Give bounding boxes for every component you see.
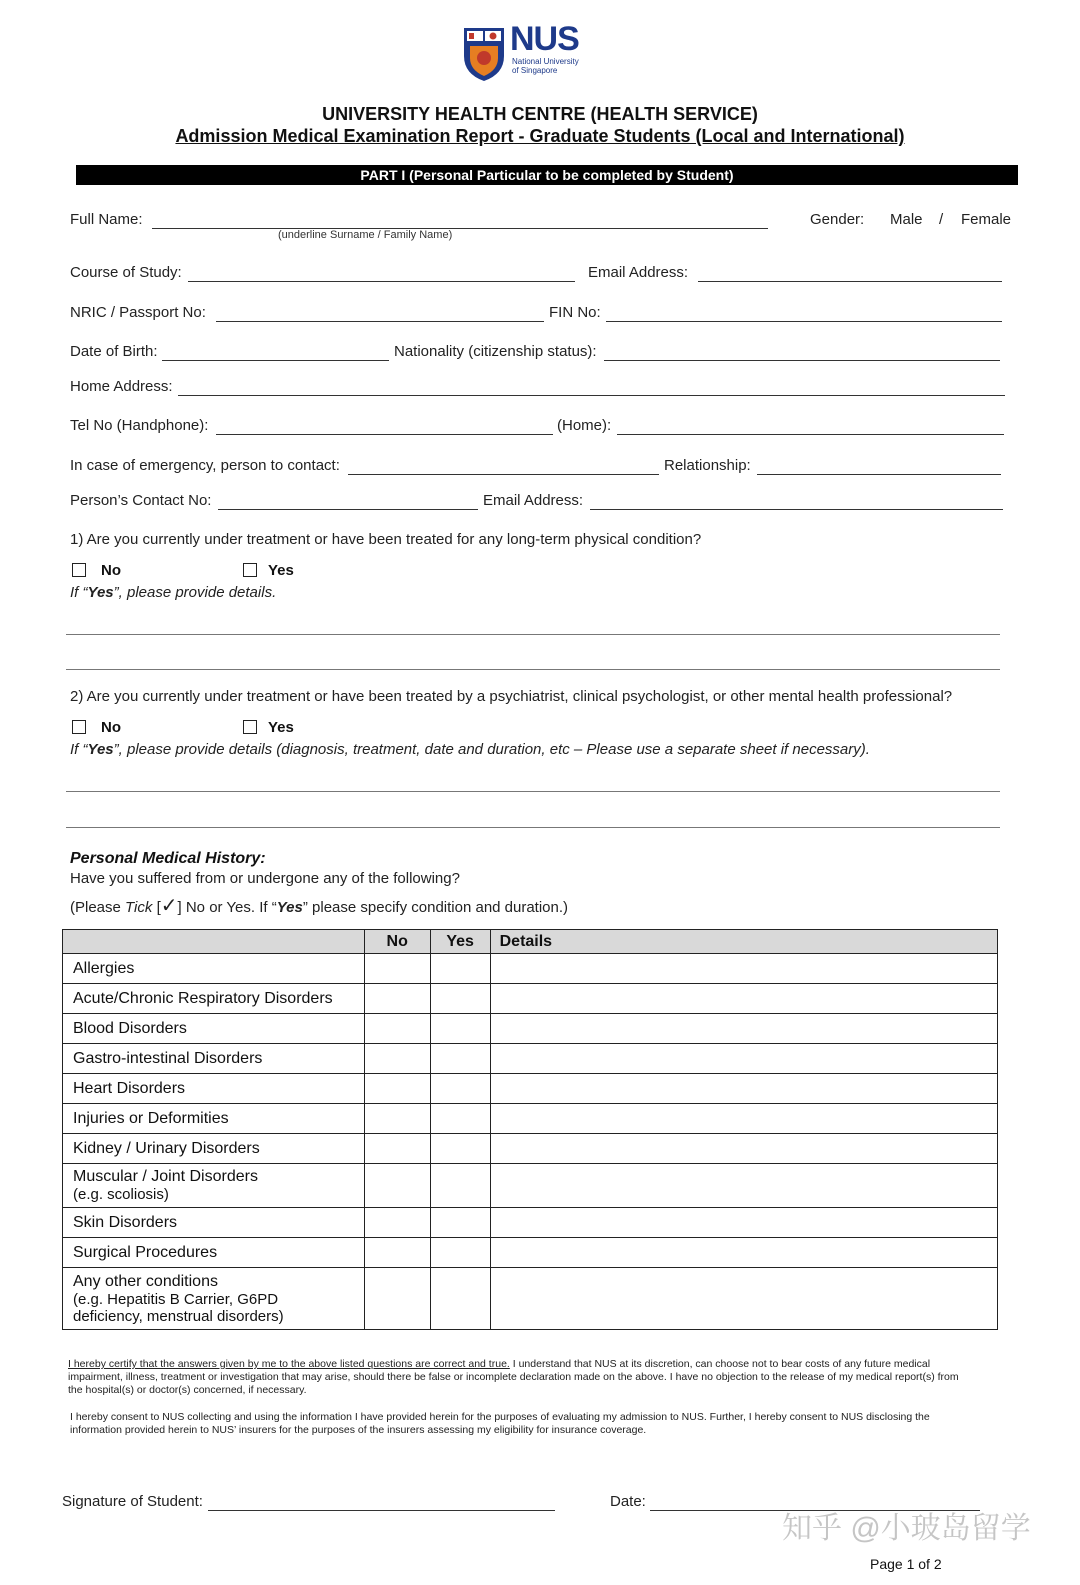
- relationship-label: Relationship:: [664, 457, 751, 474]
- full-name-hint: (underline Surname / Family Name): [278, 229, 453, 241]
- no-cell[interactable]: [364, 1268, 430, 1330]
- signature-field[interactable]: [208, 1510, 555, 1511]
- report-subtitle: Admission Medical Examination Report - Graduate Students (Local and International): [175, 126, 905, 146]
- contact-email-label: Email Address:: [483, 492, 584, 509]
- logo-subtitle: National University of Singapore: [512, 57, 579, 75]
- yes-cell[interactable]: [430, 1238, 490, 1268]
- yes-cell[interactable]: [430, 1074, 490, 1104]
- emergency-field[interactable]: [348, 474, 659, 475]
- table-header-row: [63, 930, 998, 954]
- fin-field[interactable]: [606, 321, 1002, 322]
- details-cell[interactable]: [490, 1164, 997, 1208]
- condition-label: Blood Disorders: [63, 1014, 365, 1044]
- signature-label: Signature of Student:: [62, 1493, 203, 1510]
- nric-label: NRIC / Passport No:: [70, 304, 206, 321]
- table-row: [63, 984, 998, 1014]
- table-row: [63, 1268, 998, 1330]
- details-cell[interactable]: [490, 1134, 997, 1164]
- email-field[interactable]: [698, 281, 1002, 282]
- full-name-field[interactable]: [152, 228, 768, 229]
- contact-no-label: Person’s Contact No:: [70, 492, 212, 509]
- no-cell[interactable]: [364, 1104, 430, 1134]
- course-field[interactable]: [188, 281, 575, 282]
- table-row: [63, 1134, 998, 1164]
- table-row: [63, 1238, 998, 1268]
- part1-bar: PART I (Personal Particular to be completed by Student): [76, 165, 1018, 185]
- q2-details-line-2[interactable]: [66, 827, 1000, 828]
- no-cell[interactable]: [364, 1074, 430, 1104]
- q1-no-checkbox[interactable]: [72, 563, 86, 577]
- tick-icon: ✓: [160, 895, 178, 917]
- no-cell[interactable]: [364, 1238, 430, 1268]
- table-row: [63, 1208, 998, 1238]
- history-line2: (Please Tick [✓] No or Yes. If “Yes” please specify condition and duration.): [70, 895, 569, 917]
- dob-field[interactable]: [162, 360, 389, 361]
- table-row: [63, 1074, 998, 1104]
- watermark: 知乎 @小玻岛留学: [782, 1512, 1031, 1545]
- details-cell[interactable]: [490, 1268, 997, 1330]
- header-details: Details: [490, 930, 997, 954]
- details-cell[interactable]: [490, 1238, 997, 1268]
- condition-label: Any other conditions (e.g. Hepatitis B Carrier, G6PD deficiency, menstrual disorders): [63, 1268, 365, 1330]
- q1-no-label: No: [101, 562, 121, 579]
- certify-text: I hereby certify that the answers given by me to the above listed questions are correct and true. I understand that NUS at its discretion, can choose not to bear costs of any future medical impairment, illness, treatment or investigation that may arise, should there be false or incomplete declaration made on the above. I have no objection to the release of my medical report(s) from the hospital(s) or doctor(s) concerned, if necessary.: [68, 1358, 959, 1396]
- condition-label: Acute/Chronic Respiratory Disorders: [63, 984, 365, 1014]
- q2-text: 2) Are you currently under treatment or have been treated by a psychiatrist, clinical psychologist, or other mental health professional?: [70, 688, 953, 705]
- yes-cell[interactable]: [430, 984, 490, 1014]
- history-heading: Personal Medical History:: [70, 850, 266, 867]
- nationality-field[interactable]: [604, 360, 1000, 361]
- report-title: UNIVERSITY HEALTH CENTRE (HEALTH SERVICE): [322, 104, 758, 124]
- nus-logo: [462, 20, 592, 84]
- gender-female[interactable]: Female: [961, 211, 1012, 228]
- tel-hp-label: Tel No (Handphone):: [70, 417, 209, 434]
- condition-label: Injuries or Deformities: [63, 1104, 365, 1134]
- dob-label: Date of Birth:: [70, 343, 158, 360]
- condition-label: Gastro-intestinal Disorders: [63, 1044, 365, 1074]
- q2-no-label: No: [101, 719, 121, 736]
- emergency-label: In case of emergency, person to contact:: [70, 457, 340, 474]
- yes-cell[interactable]: [430, 1208, 490, 1238]
- q1-if-yes: If “Yes”, please provide details.: [70, 584, 277, 601]
- q2-details-line-1[interactable]: [66, 791, 1000, 792]
- q2-no-checkbox[interactable]: [72, 720, 86, 734]
- table-row: [63, 1044, 998, 1074]
- contact-no-field[interactable]: [218, 509, 478, 510]
- medical-history-table: [62, 929, 998, 1330]
- yes-cell[interactable]: [430, 1268, 490, 1330]
- gender-label: Gender:: [810, 211, 865, 228]
- no-cell[interactable]: [364, 1208, 430, 1238]
- q1-details-line-2[interactable]: [66, 669, 1000, 670]
- q2-if-yes: If “Yes”, please provide details (diagnosis, treatment, date and duration, etc – Please use a separate sheet if necessary).: [70, 741, 870, 758]
- no-cell[interactable]: [364, 1134, 430, 1164]
- nus-crest-icon: [462, 26, 506, 82]
- table-row: [63, 1104, 998, 1134]
- gender-slash: /: [939, 211, 944, 228]
- condition-label: Skin Disorders: [63, 1208, 365, 1238]
- fin-label: FIN No:: [549, 304, 601, 321]
- header-no: No: [364, 930, 430, 954]
- contact-email-field[interactable]: [590, 509, 1003, 510]
- q1-details-line-1[interactable]: [66, 634, 1000, 635]
- details-cell[interactable]: [490, 954, 997, 984]
- full-name-label: Full Name:: [70, 211, 143, 228]
- table-row: [63, 1014, 998, 1044]
- details-cell[interactable]: [490, 1044, 997, 1074]
- home-address-label: Home Address:: [70, 378, 173, 395]
- yes-cell[interactable]: [430, 1104, 490, 1134]
- no-cell[interactable]: [364, 954, 430, 984]
- consent-text: I hereby consent to NUS collecting and using the information I have provided herein for the purposes of evaluating my admission to NUS. Further, I hereby consent to NUS disclosing the information provided herein to NUS’ insurers for the purposes of the insurers assessing my eligibility for insurance coverage.: [70, 1411, 930, 1436]
- email-label: Email Address:: [588, 264, 689, 281]
- table-row: [63, 1164, 998, 1208]
- details-cell[interactable]: [490, 984, 997, 1014]
- no-cell[interactable]: [364, 984, 430, 1014]
- q1-yes-label: Yes: [268, 562, 294, 579]
- details-cell[interactable]: [490, 1208, 997, 1238]
- condition-label: Allergies: [63, 954, 365, 984]
- home-address-field[interactable]: [178, 395, 1005, 396]
- relationship-field[interactable]: [757, 474, 1001, 475]
- details-cell[interactable]: [490, 1014, 997, 1044]
- page-number: Page 1 of 2: [870, 1556, 942, 1572]
- yes-cell[interactable]: [430, 1014, 490, 1044]
- gender-male[interactable]: Male: [890, 211, 923, 228]
- logo-text: NUS: [510, 20, 579, 58]
- q2-yes-label: Yes: [268, 719, 294, 736]
- no-cell[interactable]: [364, 1044, 430, 1074]
- details-cell[interactable]: [490, 1074, 997, 1104]
- course-label: Course of Study:: [70, 264, 182, 281]
- q1-text: 1) Are you currently under treatment or have been treated for any long-term physical condition?: [70, 531, 702, 548]
- date-label: Date:: [610, 1493, 646, 1510]
- details-cell[interactable]: [490, 1104, 997, 1134]
- yes-cell[interactable]: [430, 1134, 490, 1164]
- q2-yes-checkbox[interactable]: [243, 720, 257, 734]
- nationality-label: Nationality (citizenship status):: [394, 343, 597, 360]
- table-row: [63, 954, 998, 984]
- q1-yes-checkbox[interactable]: [243, 563, 257, 577]
- header-condition: [63, 930, 365, 954]
- yes-cell[interactable]: [430, 954, 490, 984]
- nric-field[interactable]: [216, 321, 544, 322]
- no-cell[interactable]: [364, 1014, 430, 1044]
- condition-label: Surgical Procedures: [63, 1238, 365, 1268]
- tel-hp-field[interactable]: [216, 434, 553, 435]
- condition-label: Kidney / Urinary Disorders: [63, 1134, 365, 1164]
- tel-home-field[interactable]: [617, 434, 1004, 435]
- yes-cell[interactable]: [430, 1164, 490, 1208]
- no-cell[interactable]: [364, 1164, 430, 1208]
- yes-cell[interactable]: [430, 1044, 490, 1074]
- condition-label: Heart Disorders: [63, 1074, 365, 1104]
- condition-label: Muscular / Joint Disorders (e.g. scoliosis): [63, 1164, 365, 1208]
- header-yes: Yes: [430, 930, 490, 954]
- history-line1: Have you suffered from or undergone any of the following?: [70, 870, 460, 887]
- tel-home-label: (Home):: [557, 417, 612, 434]
